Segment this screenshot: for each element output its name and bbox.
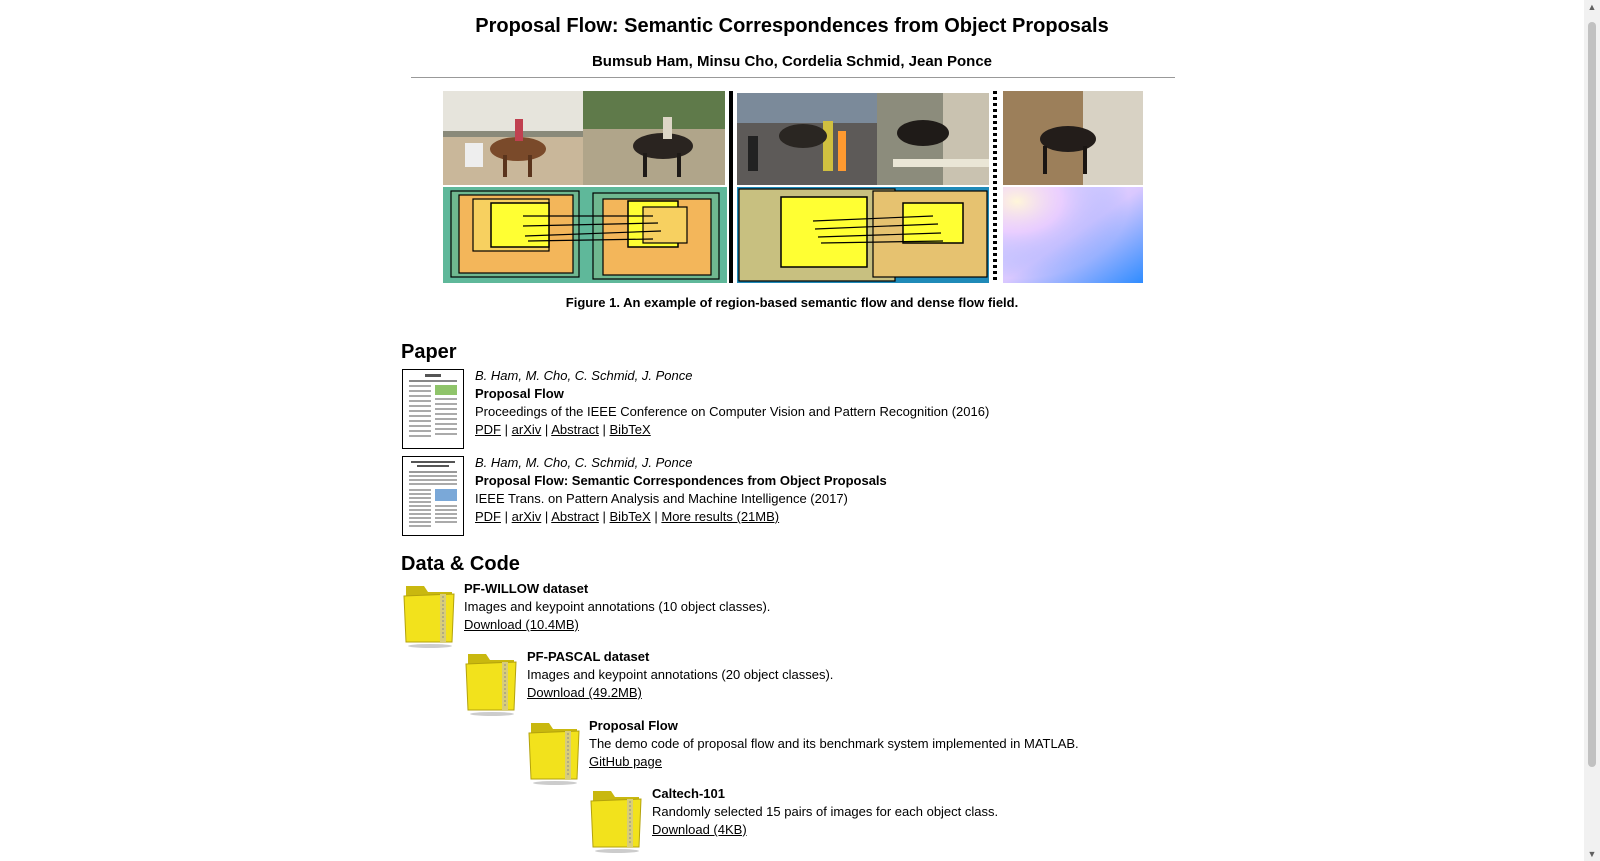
arxiv-link[interactable]: arXiv	[511, 422, 542, 437]
photo-jump-2	[877, 93, 989, 185]
download-link[interactable]: Download (10.4MB)	[464, 617, 579, 632]
figure-caption: Figure 1. An example of region-based semantic flow and dense flow field.	[565, 295, 1019, 310]
proposal-boxes-left	[443, 187, 727, 283]
proposal-boxes-right	[737, 187, 989, 283]
header-divider	[411, 77, 1175, 78]
vertical-scrollbar[interactable]	[1584, 0, 1600, 861]
download-link[interactable]: Download (49.2MB)	[527, 685, 642, 700]
link-separator: |	[544, 422, 549, 437]
data-item-desc: Randomly selected 15 pairs of images for each object class.	[652, 804, 999, 819]
folder-icon	[464, 648, 520, 716]
data-item-pf-willow	[464, 580, 770, 634]
paper-links	[475, 421, 989, 439]
folder-icon	[589, 785, 645, 853]
teaser-figure	[443, 91, 1143, 283]
folder-icon	[402, 580, 458, 648]
paper-links	[475, 508, 887, 526]
authors: Bumsub Ham, Minsu Cho, Cordelia Schmid, Jean Ponce	[591, 53, 993, 70]
abstract-link[interactable]: Abstract	[551, 509, 599, 524]
data-item-title: PF-WILLOW dataset	[464, 581, 589, 596]
folder-icon	[527, 717, 583, 785]
github-link[interactable]: GitHub page	[589, 754, 662, 769]
data-item-title: Caltech-101	[652, 786, 725, 801]
data-code-heading: Data & Code	[401, 553, 520, 575]
photo-jump-1	[737, 93, 877, 185]
download-link[interactable]: Download (4KB)	[652, 822, 747, 837]
dense-flow-field	[1003, 187, 1143, 283]
paper-entry-2	[475, 454, 887, 526]
bibtex-link[interactable]: BibTeX	[609, 509, 651, 524]
link-separator: |	[504, 422, 509, 437]
more-results-link[interactable]: More results (21MB)	[661, 509, 780, 524]
photo-horse-1	[443, 91, 583, 185]
data-item-desc: Images and keypoint annotations (10 object classes).	[464, 599, 771, 614]
paper-title: Proposal Flow	[475, 386, 564, 401]
paper-thumbnail[interactable]	[402, 369, 464, 449]
paper-entry-1	[475, 367, 989, 439]
paper-heading: Paper	[401, 341, 457, 363]
link-separator: |	[654, 509, 658, 524]
bibtex-link[interactable]: BibTeX	[609, 422, 651, 437]
abstract-link[interactable]: Abstract	[551, 422, 599, 437]
photo-horse-2	[583, 91, 725, 185]
data-item-title: Proposal Flow	[589, 718, 678, 733]
data-item-proposal-flow-code	[589, 717, 1079, 771]
arxiv-link[interactable]: arXiv	[511, 509, 542, 524]
scrollbar-thumb[interactable]	[1588, 22, 1596, 767]
data-item-caltech-101	[652, 785, 998, 839]
pdf-link[interactable]: PDF	[475, 509, 501, 524]
paper-authors: B. Ham, M. Cho, C. Schmid, J. Ponce	[475, 368, 693, 383]
data-item-pf-pascal	[527, 648, 833, 702]
data-item-desc: Images and keypoint annotations (20 object classes).	[527, 667, 834, 682]
scroll-down-icon[interactable]: ▼	[1587, 849, 1597, 859]
photo-jump-3	[1003, 91, 1143, 185]
data-item-desc: The demo code of proposal flow and its benchmark system implemented in MATLAB.	[589, 736, 1079, 751]
paper-title: Proposal Flow: Semantic Correspondences from Object Proposals	[475, 473, 887, 488]
link-separator: |	[602, 509, 606, 524]
data-item-title: PF-PASCAL dataset	[527, 649, 650, 664]
link-separator: |	[504, 509, 509, 524]
paper-venue: Proceedings of the IEEE Conference on Computer Vision and Pattern Recognition (2016)	[475, 404, 990, 419]
scroll-up-icon[interactable]: ▲	[1587, 2, 1597, 12]
link-separator: |	[544, 509, 549, 524]
pdf-link[interactable]: PDF	[475, 422, 501, 437]
link-separator: |	[602, 422, 606, 437]
paper-authors: B. Ham, M. Cho, C. Schmid, J. Ponce	[475, 455, 693, 470]
paper-thumbnail[interactable]	[402, 456, 464, 536]
page-title: Proposal Flow: Semantic Correspondences from Object Proposals	[475, 15, 1109, 37]
paper-venue: IEEE Trans. on Pattern Analysis and Machine Intelligence (2017)	[475, 491, 848, 506]
